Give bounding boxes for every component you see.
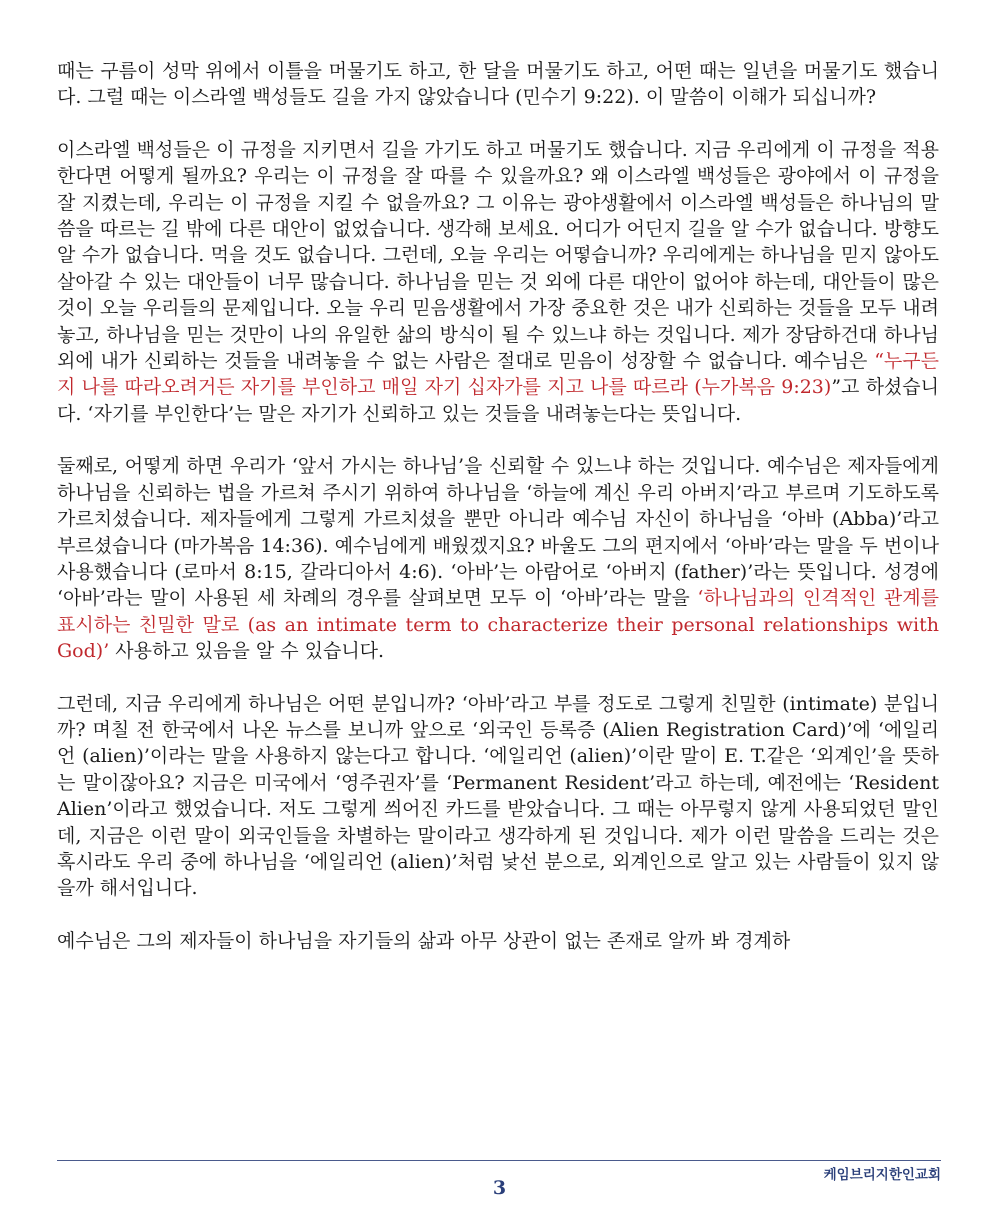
paragraph-text: 이스라엘 백성들은 이 규정을 지키면서 길을 가기도 하고 머물기도 했습니다. 지금 우리에게 이 규정을 적용한다면 어떻게 될까요? 우리는 이 규정을 잘 따를 수 있을까요? 왜 이스라엘 백성들은 광야에서 이 규정을 잘 지켰는데, 우리는 이 규정을 지킬 수 없을까요? 그 이유는 광야생활에서 이스라엘 백성들은 하나님의 말씀을 따르는 길 밖에 다른 대안이 없었습니다. 생각해 보세요. 어디가 어딘지 길을 알 수가 없습니다. 방향도 알 수가 없습니다. 먹을 것도 없습니다. 그런데, 오늘 우리는 어떻습니까? 우리에게는 하나님을 믿지 않아도 살아갈 수 있는 대안들이 너무 많습니다. 하나님을 믿는 것 외에 다른 대안이 없어야 하는데, 대안들이 많은 것이 오늘 우리들의 문제입니다. 오늘 우리 믿음생활에서 가장 중요한 것은 내가 신뢰하는 것들을 모두 내려 놓고, 하나님을 믿는 것만이 나의 유일한 삶의 방식이 될 수 있느냐 하는 것입니다. 제가 장담하건대 하나님 외에 내가 신뢰하는 것들을 내려놓을 수 없는 사람은 절대로 믿음이 성장할 수 없습니다. 예수님은 <box>57 138 939 373</box>
paragraph-text: 때는 구름이 성막 위에서 이틀을 머물기도 하고, 한 달을 머물기도 하고, 어떤 때는 일년을 머물기도 했습니다. 그럴 때는 이스라엘 백성들도 길을 가지 않았습니다 (민수기 9:22). 이 말씀이 이해가 되십니까? <box>57 60 939 109</box>
document-body <box>57 58 939 980</box>
paragraph-4 <box>57 691 939 902</box>
paragraph-text: 예수님은 그의 제자들이 하나님을 자기들의 삶과 아무 상관이 없는 존재로 알까 봐 경계하 <box>57 929 791 952</box>
church-name: 케임브리지한인교회 <box>823 1167 941 1183</box>
paragraph-5 <box>57 928 939 954</box>
footer-divider <box>57 1160 941 1161</box>
paragraph-text: ”고 하셨습니다. ‘자기를 부인한다’는 말은 자기가 신뢰하고 있는 것들을 내려놓는다는 뜻입니다. <box>57 376 939 425</box>
page-number: 3 <box>492 1177 507 1199</box>
scripture-quote-luke: “누구든지 나를 따라오려거든 자기를 부인하고 매일 자기 십자가를 지고 나를 따르라 (누가복음 9:23) <box>57 350 939 399</box>
highlighted-phrase-intimate-term: ‘하나님과의 인격적인 관계를 표시하는 친밀한 말로 (as an intimate term to characterize their personal relationships with God)’ <box>57 587 939 663</box>
paragraph-text: 사용하고 있음을 알 수 있습니다. <box>109 640 385 663</box>
paragraph-1 <box>57 58 939 111</box>
paragraph-text: 그런데, 지금 우리에게 하나님은 어떤 분입니까? ‘아바’라고 부를 정도로 그렇게 친밀한 (intimate) 분입니까? 며칠 전 한국에서 나온 뉴스를 보니까 앞으로 ‘외국인 등록증 (Alien Registration Card)’에 ‘에일리언 (alien)’이라는 말을 사용하지 않는다고 합니다. ‘에일리언 (alien)’이란 말이 E. T.같은 ‘외계인’을 뜻하는 말이잖아요? 지금은 미국에서 ‘영주권자’를 ‘Permanent Resident’라고 하는데, 예전에는 ‘Resident Alien’이라고 했었습니다. 저도 그렇게 씌어진 카드를 받았습니다. 그 때는 아무렇지 않게 사용되었던 말인데, 지금은 이런 말이 외국인들을 차별하는 말이라고 생각하게 된 것입니다. 제가 이런 말씀을 드리는 것은 혹시라도 우리 중에 하나님을 ‘에일리언 (alien)’처럼 낯선 분으로, 외계인으로 알고 있는 사람들이 있지 않을까 해서입니다. <box>57 692 939 900</box>
paragraph-2 <box>57 137 939 427</box>
paragraph-3 <box>57 453 939 664</box>
paragraph-text: 둘째로, 어떻게 하면 우리가 ‘앞서 가시는 하나님’을 신뢰할 수 있느냐 하는 것입니다. 예수님은 제자들에게 하나님을 신뢰하는 법을 가르쳐 주시기 위하여 하나님을 ‘하늘에 계신 우리 아버지’라고 부르며 기도하도록 가르치셨습니다. 제자들에게 그렇게 가르치셨을 뿐만 아니라 예수님 자신이 하나님을 ‘아바 (Abba)’라고 부르셨습니다 (마가복음 14:36). 예수님에게 배웠겠지요? 바울도 그의 편지에서 ‘아바’라는 말을 두 번이나 사용했습니다 (로마서 8:15, 갈라디아서 4:6). ‘아바’는 아람어로 ‘아버지 (father)’라는 뜻입니다. 성경에 ‘아바’라는 말이 사용된 세 차례의 경우를 살펴보면 모두 이 ‘아바’라는 말을 <box>57 455 939 610</box>
